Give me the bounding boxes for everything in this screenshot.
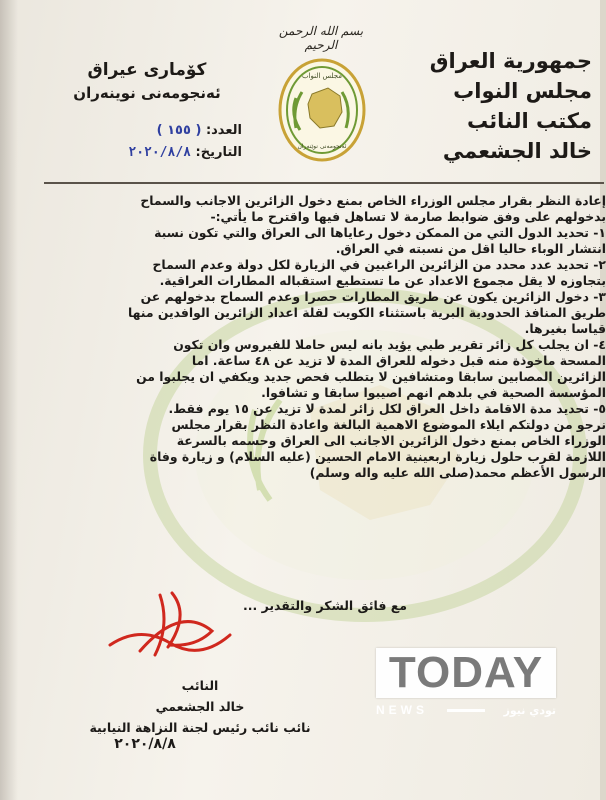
office-name: مكتب النائب <box>467 109 592 133</box>
signer-position: نائب نائب رئيس لجنة النزاهة النيابية <box>89 720 311 735</box>
emblem-top-text: مجلس النواب <box>301 72 343 80</box>
body-line: المسحة ماخوذة منه قبل دخوله للعراق المدة لا تزيد عن ٤٨ ساعة. اما <box>191 353 606 368</box>
basmala: بسم الله الرحمن الرحيم <box>278 24 364 52</box>
page-edge-shadow <box>0 0 18 800</box>
country-name: جمهورية العراق <box>429 49 592 73</box>
body-line: اللازمة لقرب حلول زيارة اربعينية الامام الحسين (عليه السلام) و زيارة وفاة <box>149 449 606 464</box>
reference-block <box>82 120 242 164</box>
reference-date: التاريخ: ٢٠٢٠/٨/٨ <box>128 145 242 160</box>
news-logo-text: NEWS <box>376 703 428 717</box>
body-line: قياسا بغيرها. <box>524 321 606 336</box>
emblem-bottom-text: ئەنجومەنى نوێنەران <box>297 143 347 150</box>
deputy-name: خالد الجشعمي <box>442 139 592 163</box>
body-line: ٢- تحديد عدد محدد من الزائرين الراغبين في الزيارة لكل دولة وعدم السماح <box>152 257 606 272</box>
kurdish-country-name: كۆمارى عيراق <box>87 60 207 80</box>
body-line: الرسول الأعظم محمد(صلى الله عليه واله وسلم) <box>309 465 606 480</box>
kurdish-council-name: ئەنجومەنى نوينەران <box>73 84 221 102</box>
today-logo-text: TODAY <box>388 648 544 697</box>
reference-number: العدد: ( ١٥٥ ) <box>156 123 242 138</box>
signature-scribble-icon <box>100 585 240 665</box>
body-line: نرجو من دولتكم ايلاء الموضوع الاهمية البالغة واعادة النظر بقرار مجلس <box>171 417 606 432</box>
body-line: بتجاوزه لا يقل مجموع الاعداد عن ما تستطيع استقباله المطارات العراقية. <box>159 273 606 288</box>
today-logo-plate <box>376 648 556 698</box>
body-line: ١- تحديد الدول التي من الممكن دخول رعاياها الى العراق والتي تكون نسبة <box>154 225 606 240</box>
logo-separator <box>447 709 485 712</box>
today-news-logo <box>376 648 556 722</box>
signer-name: خالد الجشعمي <box>155 699 245 714</box>
reference-date-value: ٢٠٢٠/٨/٨ <box>128 145 191 160</box>
body-line: ٥- تحديد مدة الاقامة داخل العراق لكل زائر لمدة لا تزيد عن ١٥ يوم فقط. <box>168 401 606 416</box>
council-name: مجلس النواب <box>453 79 592 103</box>
body-line: ٣- دخول الزائرين يكون عن طريق المطارات حصرا وعدم السماح بدخولهم عن <box>140 289 606 304</box>
letter-body <box>36 193 606 481</box>
body-line: إعادة النظر بقرار مجلس الوزراء الخاص بمنع دخول الزائرين الاجانب والسماح <box>140 193 606 208</box>
body-line: الوزراء الخاص بمنع دخول الزائرين الاجانب الى العراق وحسمه بالسرعة <box>176 433 606 448</box>
letterhead-kurdish <box>64 58 230 104</box>
arabic-logo-text: تودي نيوز <box>503 703 556 717</box>
body-line: انتشار الوباء حاليا اقل من نسبته في العراق. <box>335 241 606 256</box>
closing-line: مع فائق الشكر والتقدير ... <box>242 598 408 613</box>
body-line: الزائرين المصابين سابقا ومتشافين لا يتطلب فحص جديد ويكفي ان يجلبوا من <box>136 369 606 384</box>
header-divider <box>44 182 604 184</box>
news-logo-strip <box>376 700 556 720</box>
parliament-emblem-icon <box>276 56 368 164</box>
body-line: طريق المنافذ الحدودية البرية باستثناء الكويت لقلة اعداد الزائرين الوافدين منها <box>127 305 606 320</box>
letterhead-arabic <box>429 46 592 166</box>
signer-title: النائب <box>181 678 219 693</box>
body-line: المؤسسة الصحية في بلدهم انهم اصيبوا سابقا و تشافوا. <box>261 385 606 400</box>
reference-number-value: ( ١٥٥ ) <box>156 123 202 138</box>
signature-block <box>70 675 330 738</box>
body-line: ٤- ان يجلب كل زائر تقرير طبي يؤيد بانه ليس حاملا للفيروس وان تكون <box>173 337 606 352</box>
signature-date: ٢٠٢٠/٨/٨ <box>114 736 176 752</box>
body-line: بدخولهم على وفق ضوابط صارمة لا تساهل فيها واقترح ما يأتي:- <box>210 209 606 224</box>
